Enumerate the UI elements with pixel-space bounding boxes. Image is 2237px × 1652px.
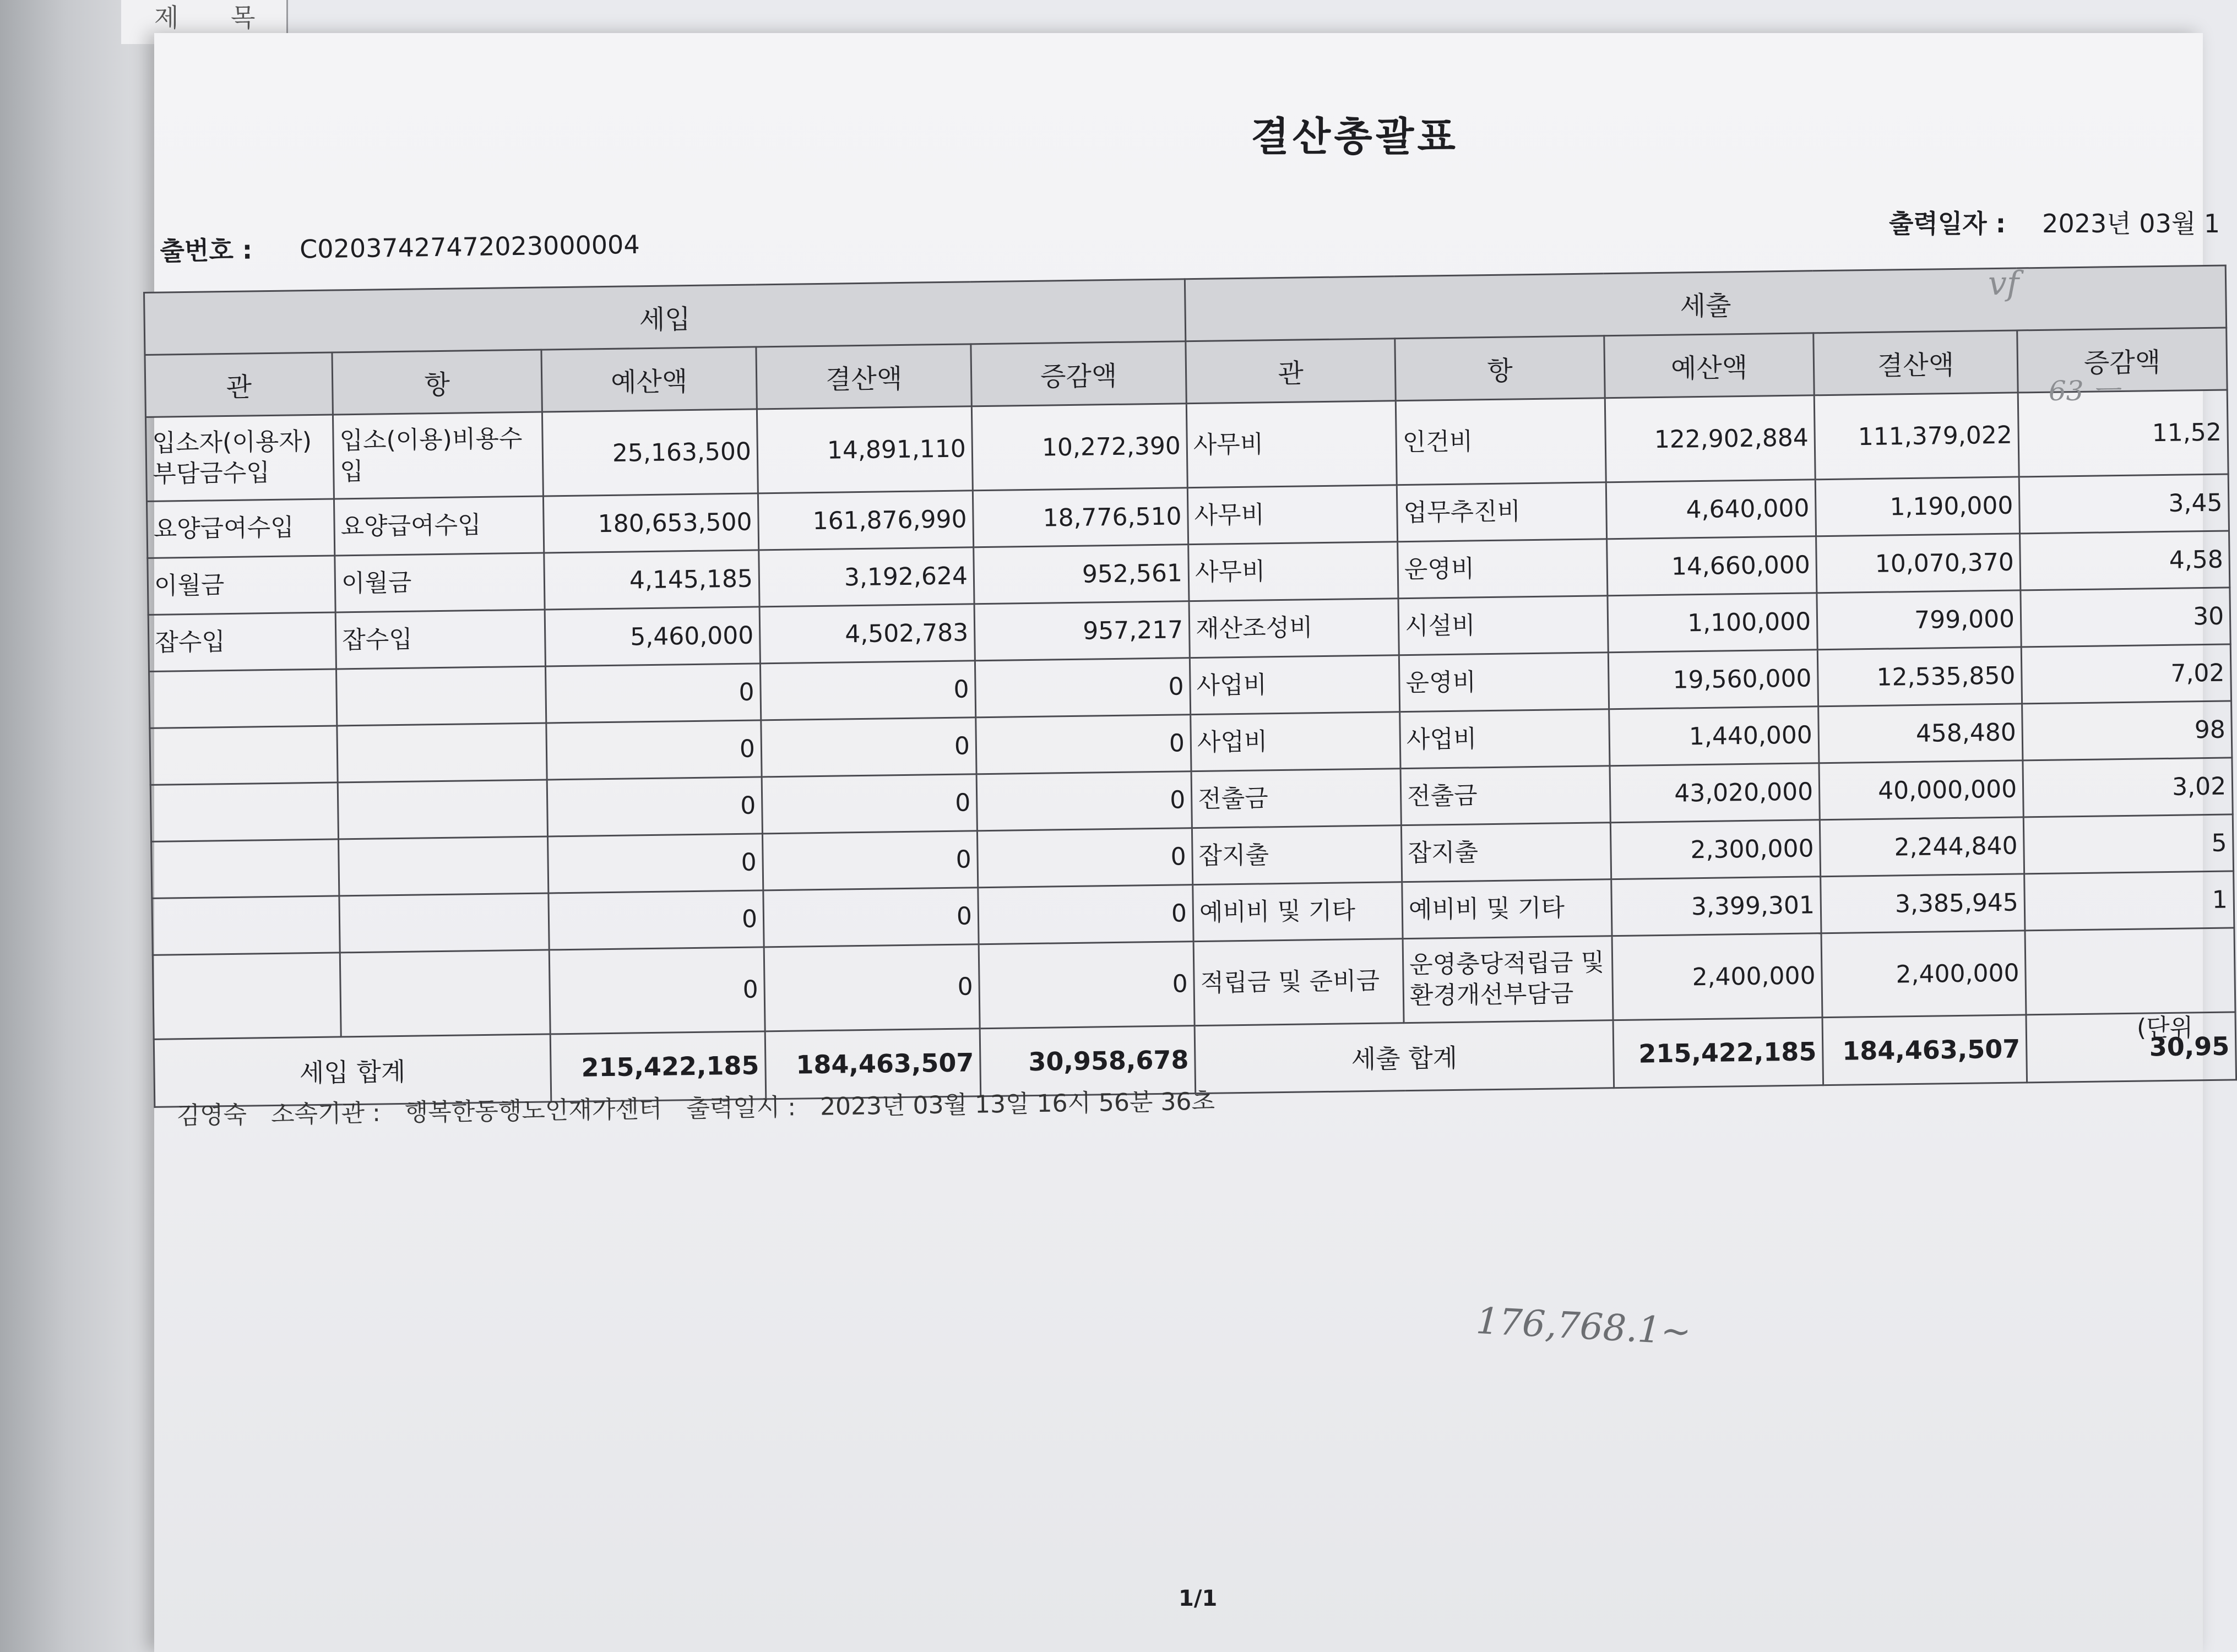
expense-item-cell: 운영비 <box>1399 653 1609 712</box>
expense-total-budget: 215,422,185 <box>1613 1018 1823 1088</box>
expense-category-cell: 전출금 <box>1191 769 1401 828</box>
income-item-cell <box>338 780 547 839</box>
income-category-cell <box>149 669 337 728</box>
income-diff-cell: 0 <box>977 828 1192 888</box>
expense-total-diff: 30,95 <box>2026 1012 2236 1083</box>
expense-budget-cell: 4,640,000 <box>1606 480 1816 539</box>
income-total-diff: 30,958,678 <box>980 1026 1196 1096</box>
expense-diff-cell: 11,52 <box>2018 390 2228 477</box>
expense-diff-cell: 5 <box>2023 814 2233 874</box>
expense-item-cell: 전출금 <box>1400 766 1610 825</box>
expense-diff-cell: 4,58 <box>2020 531 2230 590</box>
income-item-cell: 이월금 <box>335 553 545 612</box>
income-settled-cell: 0 <box>762 774 977 834</box>
expense-category-cell: 사업비 <box>1190 655 1399 715</box>
expense-category-cell: 예비비 및 기타 <box>1193 882 1403 942</box>
document-page <box>152 33 2230 1652</box>
expense-settled-cell: 1,190,000 <box>1815 477 2019 536</box>
income-diff-cell: 18,776,510 <box>973 488 1188 547</box>
income-category-cell <box>150 782 338 841</box>
income-budget-cell: 0 <box>549 947 765 1034</box>
expense-diff-cell: 7,02 <box>2021 644 2231 704</box>
column-header: 관 <box>1186 339 1396 404</box>
income-item-cell <box>336 666 546 726</box>
expense-settled-cell: 3,385,945 <box>1821 874 2025 933</box>
income-category-cell: 요양급여수입 <box>146 499 334 558</box>
income-diff-cell: 0 <box>976 771 1192 831</box>
expense-category-cell: 사업비 <box>1191 712 1400 771</box>
document-number-label: 출번호 : <box>160 235 253 266</box>
expense-budget-cell: 19,560,000 <box>1608 650 1818 709</box>
income-total-budget: 215,422,185 <box>550 1031 766 1102</box>
footer-org-label: 소속기관 : <box>270 1099 381 1129</box>
expense-diff-cell: 3,45 <box>2019 474 2229 534</box>
footer-printed-label: 출력일시 : <box>686 1093 796 1123</box>
income-settled-cell: 0 <box>764 944 980 1031</box>
expense-diff-cell <box>2025 928 2235 1015</box>
document-number-value: C02037427472023000004 <box>299 229 640 264</box>
expense-category-cell: 사무비 <box>1187 485 1397 545</box>
expense-budget-cell: 2,300,000 <box>1610 820 1820 879</box>
expense-total-settled: 184,463,507 <box>1822 1015 2027 1085</box>
expense-budget-cell: 3,399,301 <box>1611 877 1821 936</box>
income-group-header: 세입 <box>144 279 1186 355</box>
expense-diff-cell: 1 <box>2024 871 2234 931</box>
income-settled-cell: 161,876,990 <box>758 491 973 550</box>
expense-diff-cell: 98 <box>2022 701 2232 760</box>
expense-item-cell: 잡지출 <box>1401 823 1611 882</box>
page-number: 1/1 <box>1179 1586 1218 1611</box>
income-category-cell: 이월금 <box>148 556 335 615</box>
income-category-cell <box>152 896 340 955</box>
income-settled-cell: 0 <box>762 831 978 890</box>
expense-item-cell: 운영충당적립금 및 환경개선부담금 <box>1403 936 1613 1023</box>
income-total-settled: 184,463,507 <box>765 1029 981 1099</box>
income-settled-cell: 0 <box>763 888 979 947</box>
expense-diff-cell: 3,02 <box>2023 758 2233 817</box>
income-budget-cell: 0 <box>549 890 764 950</box>
expense-settled-cell: 2,400,000 <box>1821 931 2026 1018</box>
expense-item-cell: 인건비 <box>1396 398 1606 485</box>
income-category-cell <box>153 953 341 1039</box>
expense-settled-cell: 458,480 <box>1818 704 2023 763</box>
handwritten-note: 176,768.1~ <box>1475 1299 1692 1354</box>
footer-name: 김영숙 <box>176 1101 247 1130</box>
income-settled-cell: 0 <box>760 661 975 720</box>
income-category-cell: 입소자(이용자)부담금수입 <box>145 415 334 501</box>
expense-category-cell: 사무비 <box>1188 542 1398 601</box>
income-item-cell <box>337 723 547 782</box>
income-budget-cell: 0 <box>547 777 762 836</box>
column-header: 관 <box>145 352 333 417</box>
income-item-cell: 입소(이용)비용수입 <box>333 412 543 499</box>
previous-page-text: 제 목 <box>154 3 278 32</box>
income-item-cell <box>339 893 549 953</box>
expense-settled-cell: 111,379,022 <box>1814 393 2019 480</box>
expense-settled-cell: 799,000 <box>1817 590 2021 650</box>
settlement-table <box>143 264 2237 1107</box>
settlement-table-wrapper <box>143 264 2237 1107</box>
income-diff-cell: 10,272,390 <box>971 404 1187 491</box>
income-diff-cell: 0 <box>975 658 1190 718</box>
expense-budget-cell: 2,400,000 <box>1612 933 1822 1020</box>
column-header: 항 <box>332 350 542 415</box>
expense-category-cell: 적립금 및 준비금 <box>1193 939 1404 1026</box>
handwritten-mark-header: vf <box>1988 264 2019 303</box>
expense-item-cell: 업무추진비 <box>1397 482 1606 542</box>
income-diff-cell: 0 <box>978 885 1193 944</box>
income-settled-cell: 14,891,110 <box>757 406 973 493</box>
income-total-label: 세입 합계 <box>154 1034 551 1107</box>
column-header: 결산액 <box>756 344 971 409</box>
expense-settled-cell: 12,535,850 <box>1817 647 2022 707</box>
expense-item-cell: 예비비 및 기타 <box>1402 879 1612 939</box>
expense-total-label: 세출 합계 <box>1194 1020 1614 1094</box>
income-budget-cell: 0 <box>545 664 761 723</box>
income-budget-cell: 180,653,500 <box>543 493 758 553</box>
expense-category-cell: 재산조성비 <box>1189 599 1399 658</box>
income-diff-cell: 952,561 <box>974 545 1189 604</box>
document-number <box>160 225 640 268</box>
income-budget-cell: 0 <box>548 834 763 893</box>
footer-org-value: 행복한동행노인재가센터 <box>404 1095 663 1127</box>
column-header: 증감액 <box>2017 328 2227 393</box>
output-date-label: 출력일자 : <box>1889 209 2006 238</box>
expense-settled-cell: 10,070,370 <box>1816 534 2021 593</box>
table-body <box>145 390 2235 1039</box>
income-settled-cell: 4,502,783 <box>759 604 975 664</box>
expense-budget-cell: 122,902,884 <box>1605 395 1815 482</box>
expense-item-cell: 운영비 <box>1398 539 1608 599</box>
footer-printed-value: 2023년 03월 13일 16시 56분 36초 <box>819 1087 1215 1121</box>
income-settled-cell: 0 <box>761 718 976 777</box>
expense-settled-cell: 40,000,000 <box>1819 760 2023 820</box>
income-category-cell <box>150 726 338 785</box>
column-header: 항 <box>1395 336 1605 401</box>
income-settled-cell: 3,192,624 <box>759 547 974 607</box>
column-header: 예산액 <box>1604 333 1814 398</box>
document-title: 결산총괄표 <box>1251 113 1459 160</box>
income-budget-cell: 4,145,185 <box>544 550 759 610</box>
unit-label: (단위 <box>2137 1014 2193 1042</box>
expense-category-cell: 잡지출 <box>1192 825 1402 885</box>
expense-category-cell: 사무비 <box>1186 401 1397 488</box>
income-budget-cell: 5,460,000 <box>545 607 760 666</box>
column-header: 결산액 <box>1814 330 2018 395</box>
expense-budget-cell: 14,660,000 <box>1607 536 1817 596</box>
expense-budget-cell: 1,440,000 <box>1609 707 1819 766</box>
income-diff-cell: 957,217 <box>974 601 1190 661</box>
handwritten-mark-row: 63 ㅡ <box>2049 375 2119 407</box>
binder-spine <box>0 0 165 1652</box>
income-item-cell <box>339 836 549 896</box>
expense-diff-cell: 30 <box>2021 588 2230 647</box>
output-date-value: 2023년 03월 1 <box>2042 209 2220 238</box>
income-category-cell: 잡수입 <box>148 612 336 671</box>
income-category-cell <box>151 839 339 898</box>
expense-budget-cell: 43,020,000 <box>1610 763 1820 823</box>
output-date <box>1889 204 2220 240</box>
income-item-cell: 잡수입 <box>335 610 545 669</box>
column-header: 증감액 <box>971 341 1186 406</box>
expense-item-cell: 시설비 <box>1398 596 1608 655</box>
column-header: 예산액 <box>541 347 757 412</box>
income-diff-cell: 0 <box>976 715 1191 774</box>
income-budget-cell: 0 <box>546 720 762 780</box>
expense-settled-cell: 2,244,840 <box>1820 817 2024 877</box>
expense-item-cell: 사업비 <box>1400 709 1610 769</box>
expense-group-header: 세출 <box>1185 265 2226 341</box>
income-budget-cell: 25,163,500 <box>542 409 758 496</box>
expense-budget-cell: 1,100,000 <box>1608 593 1817 653</box>
income-diff-cell: 0 <box>979 942 1194 1029</box>
income-item-cell <box>340 950 550 1037</box>
income-item-cell: 요양급여수입 <box>334 496 544 556</box>
